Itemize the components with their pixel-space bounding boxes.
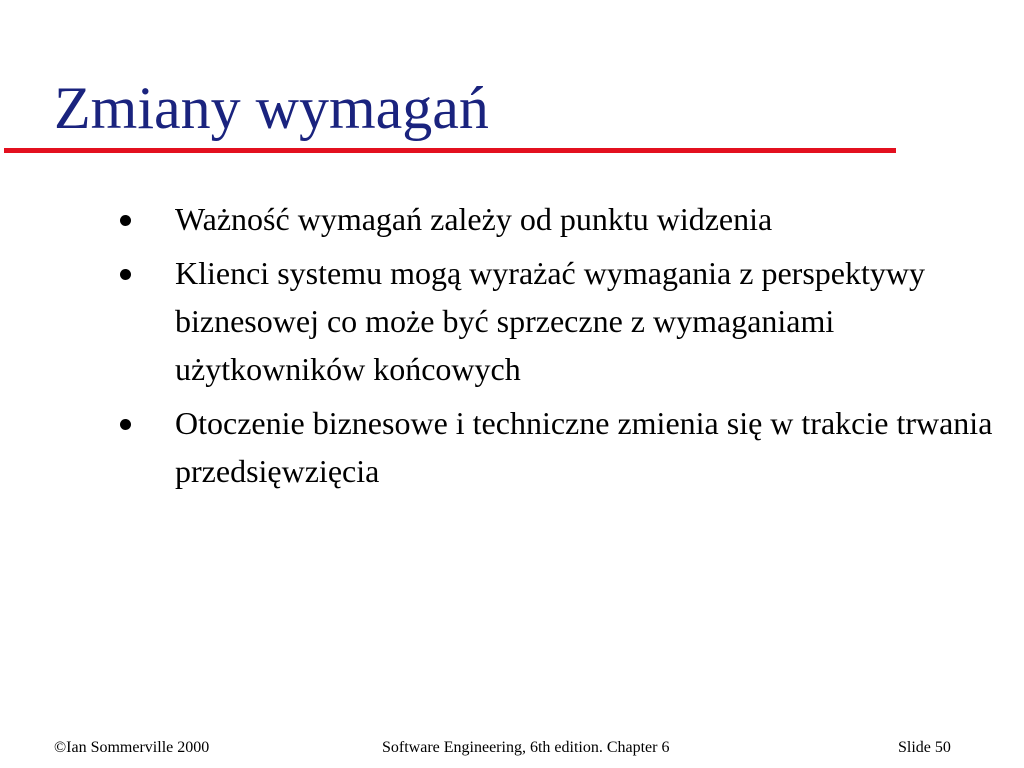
- bullet-list: [120, 195, 1000, 501]
- bullet-dot-icon: [120, 215, 131, 226]
- bullet-text: Otoczenie biznesowe i techniczne zmienia się w trakcie trwania przedsięwzięcia: [175, 405, 993, 489]
- footer-copyright: ©Ian Sommerville 2000: [54, 739, 210, 756]
- bullet-item: [120, 249, 1000, 393]
- bullet-item: [120, 195, 1000, 243]
- footer-slide-number: Slide 50: [898, 739, 951, 756]
- bullet-text: Ważność wymagań zależy od punktu widzenia: [175, 201, 773, 237]
- slide-title: Zmiany wymagań: [54, 75, 489, 141]
- bullet-text: Klienci systemu mogą wyrażać wymagania z perspektywy biznesowej co może być sprzeczne z wymaganiami użytkowników końcowych: [175, 255, 925, 387]
- title-underline-rule: [4, 148, 896, 153]
- bullet-dot-icon: [120, 419, 131, 430]
- bullet-item: [120, 399, 1000, 495]
- bullet-dot-icon: [120, 269, 131, 280]
- footer-book-title: Software Engineering, 6th edition. Chapter 6: [382, 739, 670, 756]
